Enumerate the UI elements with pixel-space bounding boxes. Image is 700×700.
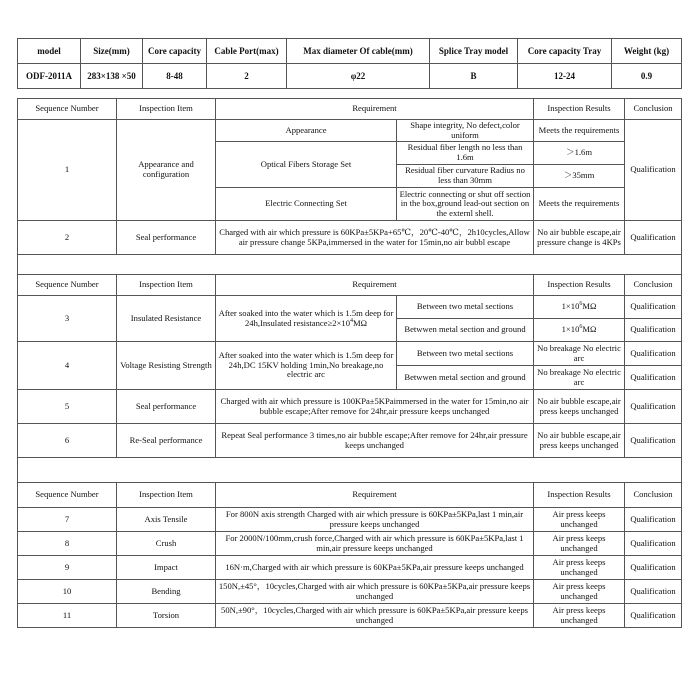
spec-value-row <box>18 64 682 89</box>
header-requirement: Requirement <box>216 275 534 296</box>
sequence-number: 6 <box>18 424 117 458</box>
spec-header-cell: Splice Tray model <box>430 39 518 64</box>
inspection-result: Air press keeps unchanged <box>534 556 625 580</box>
inspection-result: Meets the requirements <box>534 188 625 221</box>
table-row <box>18 424 682 458</box>
section-header-row <box>18 483 682 508</box>
table-row <box>18 342 682 366</box>
conclusion: Qualification <box>625 532 682 556</box>
requirement-text: After soaked into the water which is 1.5m deep for 24h,Insulated resistance≥2×10 <box>218 307 394 328</box>
requirement: Charged with air which pressure is 60KPa±5KPa+65℃，20℃-40℃，2h10cycles,Allow air pressure change 5KPa,immersed in the water for 15min,no air bubbl escape <box>216 221 534 255</box>
requirement: Repeat Seal performance 3 times,no air bubble escape;After remove for 24hr,air pressure keeps unchanged <box>216 424 534 458</box>
section-gap <box>18 255 682 275</box>
sequence-number: 8 <box>18 532 117 556</box>
spec-header-cell: Weight (kg) <box>612 39 682 64</box>
table-row <box>18 120 682 142</box>
table-row <box>18 580 682 604</box>
sequence-number: 7 <box>18 508 117 532</box>
sequence-number: 5 <box>18 390 117 424</box>
requirement: Shape integrity, No defect,color uniform <box>397 120 534 142</box>
requirement: 16N·m,Charged with air which pressure is 60KPa±5KPa,air pressure keeps unchanged <box>216 556 534 580</box>
table-row <box>18 556 682 580</box>
inspection-result: ＞1.6m <box>534 142 625 165</box>
condition: Between two metal sections <box>397 342 534 366</box>
spec-table <box>17 38 682 89</box>
inspection-result: Air press keeps unchanged <box>534 580 625 604</box>
header-results: Inspection Results <box>534 275 625 296</box>
condition: Between two metal sections <box>397 296 534 319</box>
conclusion: Qualification <box>625 508 682 532</box>
inspection-item: Seal performance <box>117 221 216 255</box>
requirement: Charged with air which pressure is 100KPa±5KPaimmersed in the water for 15min,no air bubble escape;After remove for 24hr,air pressure keeps unchanged <box>216 390 534 424</box>
table-row <box>18 508 682 532</box>
sequence-number: 4 <box>18 342 117 390</box>
header-results: Inspection Results <box>534 483 625 508</box>
result-value: 1×10 <box>561 301 580 312</box>
exponent: 6 <box>579 324 583 331</box>
spec-value-cell: ODF-2011A <box>18 64 81 89</box>
condition: Betwwen metal section and ground <box>397 319 534 342</box>
requirement: Residual fiber length no less than 1.6m <box>397 142 534 165</box>
spec-header-cell: model <box>18 39 81 64</box>
header-results: Inspection Results <box>534 99 625 120</box>
result-value: 1×10 <box>561 324 580 335</box>
inspection-result <box>534 319 625 342</box>
sequence-number: 9 <box>18 556 117 580</box>
conclusion: Qualification <box>625 296 682 319</box>
conclusion: Qualification <box>625 120 682 221</box>
requirement: For 800N axis strength Charged with air which pressure is 60KPa±5KPa,last 1 min,air pressure keeps unchanged <box>216 508 534 532</box>
requirement: For 2000N/100mm,crush force,Charged with air which pressure is 60KPa±5KPa,last 1 min,air pressure keeps unchanged <box>216 532 534 556</box>
conclusion: Qualification <box>625 424 682 458</box>
sub-item: Optical Fibers Storage Set <box>216 142 397 188</box>
spec-value-cell: 2 <box>207 64 287 89</box>
header-conclusion: Conclusion <box>625 275 682 296</box>
header-conclusion: Conclusion <box>625 483 682 508</box>
inspection-item: Insulated Resistance <box>117 296 216 342</box>
conclusion: Qualification <box>625 604 682 628</box>
conclusion: Qualification <box>625 556 682 580</box>
conclusion: Qualification <box>625 319 682 342</box>
inspection-result: No breakage No electric arc <box>534 366 625 390</box>
spec-value-cell: 12-24 <box>518 64 612 89</box>
inspection-item: Seal performance <box>117 390 216 424</box>
spec-header-cell: Core capacity <box>143 39 207 64</box>
inspection-item: Torsion <box>117 604 216 628</box>
spec-header-cell: Max diameter Of cable(mm) <box>287 39 430 64</box>
sub-item: Electric Connecting Set <box>216 188 397 221</box>
header-item: Inspection Item <box>117 275 216 296</box>
inspection-result: Air press keeps unchanged <box>534 532 625 556</box>
inspection-result: Air press keeps unchanged <box>534 604 625 628</box>
gap-cell <box>18 255 682 275</box>
header-sequence: Sequence Number <box>18 483 117 508</box>
spec-value-cell: φ22 <box>287 64 430 89</box>
gap-cell <box>18 458 682 483</box>
spec-header-cell: Size(mm) <box>81 39 143 64</box>
table-row <box>18 390 682 424</box>
inspection-result: No air bubble escape,air press keeps unchanged <box>534 424 625 458</box>
section-gap <box>18 458 682 483</box>
condition: Betwwen metal section and ground <box>397 366 534 390</box>
header-item: Inspection Item <box>117 99 216 120</box>
conclusion: Qualification <box>625 390 682 424</box>
spec-header-row <box>18 39 682 64</box>
inspection-result <box>534 296 625 319</box>
table-row <box>18 532 682 556</box>
inspection-item: Bending <box>117 580 216 604</box>
inspection-result: ＞35mm <box>534 165 625 188</box>
inspection-table <box>17 98 682 628</box>
header-item: Inspection Item <box>117 483 216 508</box>
spec-value-cell: 0.9 <box>612 64 682 89</box>
spec-value-cell: 8-48 <box>143 64 207 89</box>
spec-header-cell: Cable Port(max) <box>207 39 287 64</box>
inspection-result: No air bubble escape,air pressure change is 4KPs <box>534 221 625 255</box>
table-row <box>18 604 682 628</box>
inspection-item: Crush <box>117 532 216 556</box>
sequence-number: 2 <box>18 221 117 255</box>
table-row <box>18 296 682 319</box>
section-header-row <box>18 99 682 120</box>
spec-header-cell: Core capacity Tray <box>518 39 612 64</box>
conclusion: Qualification <box>625 580 682 604</box>
inspection-item: Re-Seal performance <box>117 424 216 458</box>
header-conclusion: Conclusion <box>625 99 682 120</box>
unit: MΩ <box>582 324 597 335</box>
header-requirement: Requirement <box>216 99 534 120</box>
inspection-result: Meets the requirements <box>534 120 625 142</box>
inspection-result: Air press keeps unchanged <box>534 508 625 532</box>
conclusion: Qualification <box>625 342 682 366</box>
requirement: Residual fiber curvature Radius no less than 30mm <box>397 165 534 188</box>
sequence-number: 11 <box>18 604 117 628</box>
header-sequence: Sequence Number <box>18 275 117 296</box>
requirement: Electric connecting or shut off section in the box,ground lead-out section on the externl shell. <box>397 188 534 221</box>
inspection-result: No air bubble escape,air press keeps unchanged <box>534 390 625 424</box>
spec-value-cell: 283×138 ×50 <box>81 64 143 89</box>
conclusion: Qualification <box>625 221 682 255</box>
inspection-item: Appearance and configuration <box>117 120 216 221</box>
unit: MΩ <box>582 301 597 312</box>
sub-item: Appearance <box>216 120 397 142</box>
unit: MΩ <box>353 317 368 328</box>
sequence-number: 1 <box>18 120 117 221</box>
requirement: 50N,±90°，10cycles,Charged with air which pressure is 60KPa±5KPa,air pressure keeps unchanged <box>216 604 534 628</box>
inspection-item: Axis Tensile <box>117 508 216 532</box>
sequence-number: 10 <box>18 580 117 604</box>
header-requirement: Requirement <box>216 483 534 508</box>
requirement <box>216 296 397 342</box>
requirement: After soaked into the water which is 1.5m deep for 24h,DC 15KV holding 1min,No breakage,no electric arc <box>216 342 397 390</box>
spec-value-cell: B <box>430 64 518 89</box>
inspection-item: Impact <box>117 556 216 580</box>
inspection-item: Voltage Resisting Strength <box>117 342 216 390</box>
requirement: 150N,±45°，10cycles,Charged with air which pressure is 60KPa±5KPa,air pressure keeps unchanged <box>216 580 534 604</box>
header-sequence: Sequence Number <box>18 99 117 120</box>
inspection-result: No breakage No electric arc <box>534 342 625 366</box>
exponent: 4 <box>350 317 353 324</box>
exponent: 6 <box>579 301 583 308</box>
table-row <box>18 221 682 255</box>
section-header-row <box>18 275 682 296</box>
sequence-number: 3 <box>18 296 117 342</box>
conclusion: Qualification <box>625 366 682 390</box>
